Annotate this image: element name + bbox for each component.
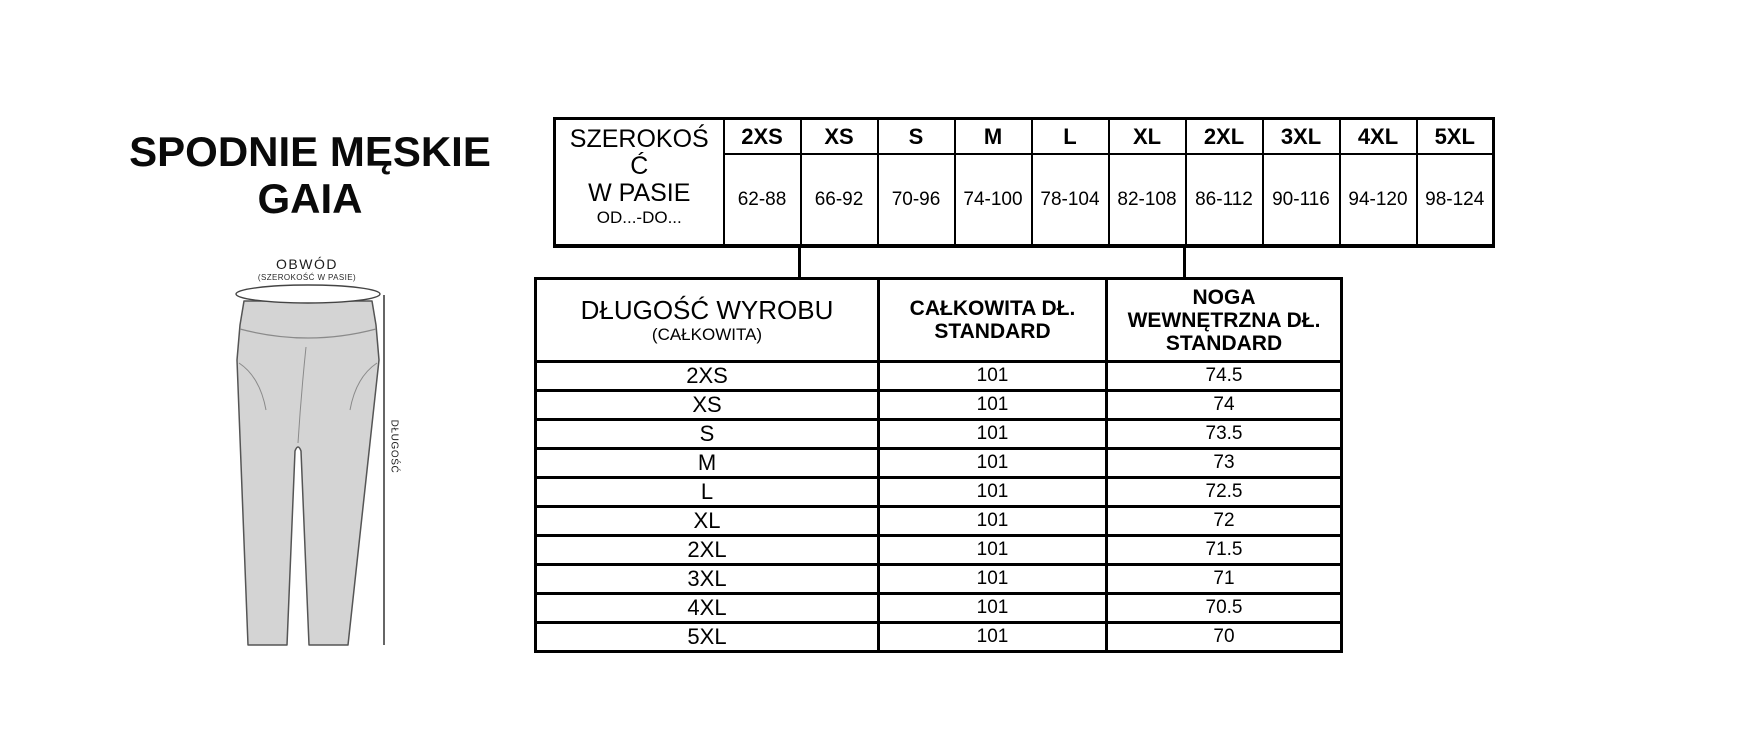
total-length-header-line: STANDARD	[934, 320, 1051, 343]
total-length-cell: 101	[879, 507, 1107, 536]
size-col-header-l: L	[1032, 119, 1109, 155]
waist-range-cell: 78-104	[1032, 154, 1109, 246]
corner-label-line: Ć	[630, 152, 649, 180]
inner-leg-cell: 73.5	[1107, 420, 1342, 449]
length-table-row	[536, 536, 1342, 565]
inner-leg-cell: 74.5	[1107, 362, 1342, 391]
waist-table-corner	[555, 119, 724, 247]
waist-range-cell: 74-100	[955, 154, 1032, 246]
waist-range-cell: 66-92	[801, 154, 878, 246]
size-cell: M	[536, 449, 879, 478]
corner-label-line: OD...-DO...	[596, 208, 682, 227]
inner-leg-header-line: STANDARD	[1165, 331, 1283, 355]
page-title-line-2: GAIA	[257, 175, 363, 222]
waist-range-cell: 62-88	[724, 154, 801, 246]
total-length-header-line: CAŁKOWITA DŁ.	[909, 297, 1076, 320]
size-cell: 4XL	[536, 594, 879, 623]
waist-circumference-label: OBWÓD	[276, 256, 338, 272]
total-length-cell: 101	[879, 536, 1107, 565]
total-length-cell: 101	[879, 623, 1107, 652]
inner-leg-header-line: WEWNĘTRZNA DŁ.	[1127, 308, 1321, 332]
inner-leg-cell: 70	[1107, 623, 1342, 652]
total-length-cell: 101	[879, 478, 1107, 507]
length-table-row	[536, 623, 1342, 652]
product-length-header-line: (CAŁKOWITA)	[651, 325, 763, 344]
waist-range-cell: 90-116	[1263, 154, 1340, 246]
size-col-header-2xl: 2XL	[1186, 119, 1263, 155]
size-col-header-5xl: 5XL	[1417, 119, 1494, 155]
length-table	[534, 277, 1343, 653]
size-col-header-2xs: 2XS	[724, 119, 801, 155]
inner-leg-cell: 71.5	[1107, 536, 1342, 565]
total-length-cell: 101	[879, 594, 1107, 623]
size-col-header-xs: XS	[801, 119, 878, 155]
table-connector-left	[798, 248, 801, 277]
waist-range-cell: 98-124	[1417, 154, 1494, 246]
corner-label-line: SZEROKOŚ	[569, 125, 709, 153]
length-table-header-row	[536, 279, 1342, 362]
waist-range-cell: 86-112	[1186, 154, 1263, 246]
inner-leg-cell: 71	[1107, 565, 1342, 594]
pants-diagram	[180, 255, 410, 655]
total-length-cell: 101	[879, 565, 1107, 594]
size-cell: L	[536, 478, 879, 507]
size-cell: XL	[536, 507, 879, 536]
length-table-row	[536, 565, 1342, 594]
product-length-header	[536, 279, 879, 362]
length-table-row	[536, 478, 1342, 507]
pants-body	[237, 301, 379, 645]
size-cell: XS	[536, 391, 879, 420]
size-cell: S	[536, 420, 879, 449]
waist-range-cell: 82-108	[1109, 154, 1186, 246]
page-title-line-1: SPODNIE MĘSKIE	[129, 128, 491, 175]
inner-leg-header	[1107, 279, 1342, 362]
size-cell: 3XL	[536, 565, 879, 594]
waist-size-table	[553, 117, 1495, 248]
length-table-row	[536, 594, 1342, 623]
length-table-row	[536, 362, 1342, 391]
length-table-row	[536, 449, 1342, 478]
inner-leg-header-line: NOGA	[1192, 285, 1256, 309]
page-title	[120, 128, 500, 222]
size-cell: 2XL	[536, 536, 879, 565]
table-connector-right	[1183, 248, 1186, 277]
length-table-row	[536, 420, 1342, 449]
size-col-header-m: M	[955, 119, 1032, 155]
length-label-vertical: DŁUGOŚĆ	[388, 419, 400, 474]
waist-range-cell: 70-96	[878, 154, 955, 246]
size-col-header-xl: XL	[1109, 119, 1186, 155]
total-length-cell: 101	[879, 420, 1107, 449]
waist-range-cell: 94-120	[1340, 154, 1417, 246]
size-cell: 2XS	[536, 362, 879, 391]
length-table-row	[536, 507, 1342, 536]
inner-leg-cell: 72.5	[1107, 478, 1342, 507]
total-length-cell: 101	[879, 362, 1107, 391]
inner-leg-cell: 73	[1107, 449, 1342, 478]
inner-leg-cell: 70.5	[1107, 594, 1342, 623]
total-length-header	[879, 279, 1107, 362]
inner-leg-cell: 72	[1107, 507, 1342, 536]
size-header-row	[555, 119, 1494, 155]
size-col-header-4xl: 4XL	[1340, 119, 1417, 155]
corner-label-line: W PASIE	[588, 179, 691, 207]
waist-circumference-sublabel: (SZEROKOŚĆ W PASIE)	[257, 273, 357, 282]
total-length-cell: 101	[879, 391, 1107, 420]
inner-leg-cell: 74	[1107, 391, 1342, 420]
total-length-cell: 101	[879, 449, 1107, 478]
size-col-header-3xl: 3XL	[1263, 119, 1340, 155]
product-length-header-line: DŁUGOŚĆ WYROBU	[580, 295, 834, 325]
size-cell: 5XL	[536, 623, 879, 652]
waist-ellipse	[236, 285, 380, 303]
length-table-row	[536, 391, 1342, 420]
size-col-header-s: S	[878, 119, 955, 155]
